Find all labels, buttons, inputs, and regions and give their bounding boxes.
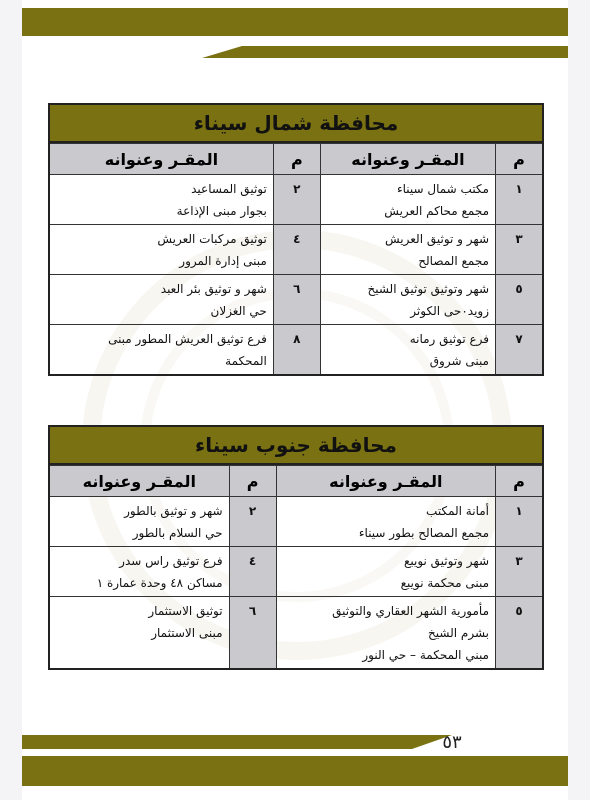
office-cell [276,597,495,670]
office-cell [320,175,495,225]
office-address: مجمع المصالح [418,254,489,268]
office-cell [49,175,273,225]
office-address: مبنى إدارة المرور [179,254,267,268]
office-name: فرع توثيق راس سدر [119,554,223,568]
col-header-num: م [496,466,544,497]
row-number: ٨ [273,325,320,376]
office-cell [49,597,229,670]
row-number: ٤ [229,547,276,597]
office-name: فرع توثيق العريش المطور مبنى [108,332,267,346]
office-name: توثيق الاستثمار [148,604,223,618]
office-name: شهر وتوثيق نويبع [403,554,489,568]
col-header-num: م [496,144,544,175]
office-address: مبنى الاستثمار [151,626,223,640]
south-sinai-table [48,465,544,670]
office-name: توثيق مركبات العريش [157,232,267,246]
row-number: ٥ [496,597,544,670]
office-cell [320,275,495,325]
row-number: ٣ [496,225,544,275]
office-address: بشرم الشيخ [428,626,489,640]
office-address: زويد٠حى الكوثر [410,304,489,318]
office-address: حي السلام بالطور [132,526,223,540]
row-number: ٧ [496,325,544,376]
north-sinai-title: محافظة شمال سيناء [48,103,544,143]
row-number: ٣ [496,547,544,597]
row-number: ٦ [273,275,320,325]
office-cell [49,275,273,325]
table-row [49,497,543,547]
footer-bar [22,756,568,786]
office-address: مجمع المصالح بطور سيناء [358,526,489,540]
row-number: ١ [496,175,544,225]
row-number: ٤ [273,225,320,275]
col-header-hq: المقـر وعنوانه [49,466,229,497]
table-row [49,325,543,376]
office-cell [49,325,273,376]
page-number: ٥٣ [442,732,462,753]
office-address: مساكن ٤٨ وحدة عمارة ١ [96,576,223,590]
office-address-extra: مبني المحكمة – حي النور [362,648,489,662]
north-sinai-section [48,103,544,376]
office-name: شهر وتوثيق توثيق الشيخ [367,282,489,296]
header-bar [22,8,568,36]
office-name: فرع توثيق رمانه [409,332,489,346]
office-cell [49,225,273,275]
col-header-hq: المقـر وعنوانه [276,466,495,497]
row-number: ٢ [229,497,276,547]
office-cell [320,225,495,275]
col-header-num: م [273,144,320,175]
col-header-hq: المقـر وعنوانه [320,144,495,175]
row-number: ٢ [273,175,320,225]
office-cell [276,547,495,597]
office-address: مبنى شروق [429,354,489,368]
south-sinai-title: محافظة جنوب سيناء [48,425,544,465]
office-cell [49,497,229,547]
south-sinai-section [48,425,544,670]
col-header-num: م [229,466,276,497]
office-name: أمانة المكتب [426,504,489,518]
col-header-hq: المقـر وعنوانه [49,144,273,175]
footer-accent-bar [22,735,412,749]
office-address: حي الغزلان [210,304,267,318]
document-page [22,0,568,800]
office-name: توثيق المساعيد [191,182,267,196]
table-row [49,597,543,670]
office-address: المحكمة [225,354,267,368]
north-sinai-table [48,143,544,376]
office-cell [276,497,495,547]
office-address: مبنى محكمة نويبع [400,576,489,590]
row-number: ٦ [229,597,276,670]
header-accent-bar [242,46,568,58]
row-number: ٥ [496,275,544,325]
office-cell [49,547,229,597]
office-cell [320,325,495,376]
table-header-row [49,144,543,175]
office-address: بجوار مبنى الإذاعة [176,204,267,218]
table-row [49,547,543,597]
table-row [49,275,543,325]
office-name: مأمورية الشهر العقاري والتوثيق [332,604,489,618]
office-address: مجمع محاكم العريش [384,204,489,218]
office-name: مكتب شمال سيناء [396,182,489,196]
table-row [49,175,543,225]
office-name: شهر و توثيق العريش [385,232,489,246]
table-row [49,225,543,275]
office-name: شهر و توثيق بالطور [124,504,223,518]
table-header-row [49,466,543,497]
row-number: ١ [496,497,544,547]
office-name: شهر و توثيق بئر العبد [160,282,267,296]
